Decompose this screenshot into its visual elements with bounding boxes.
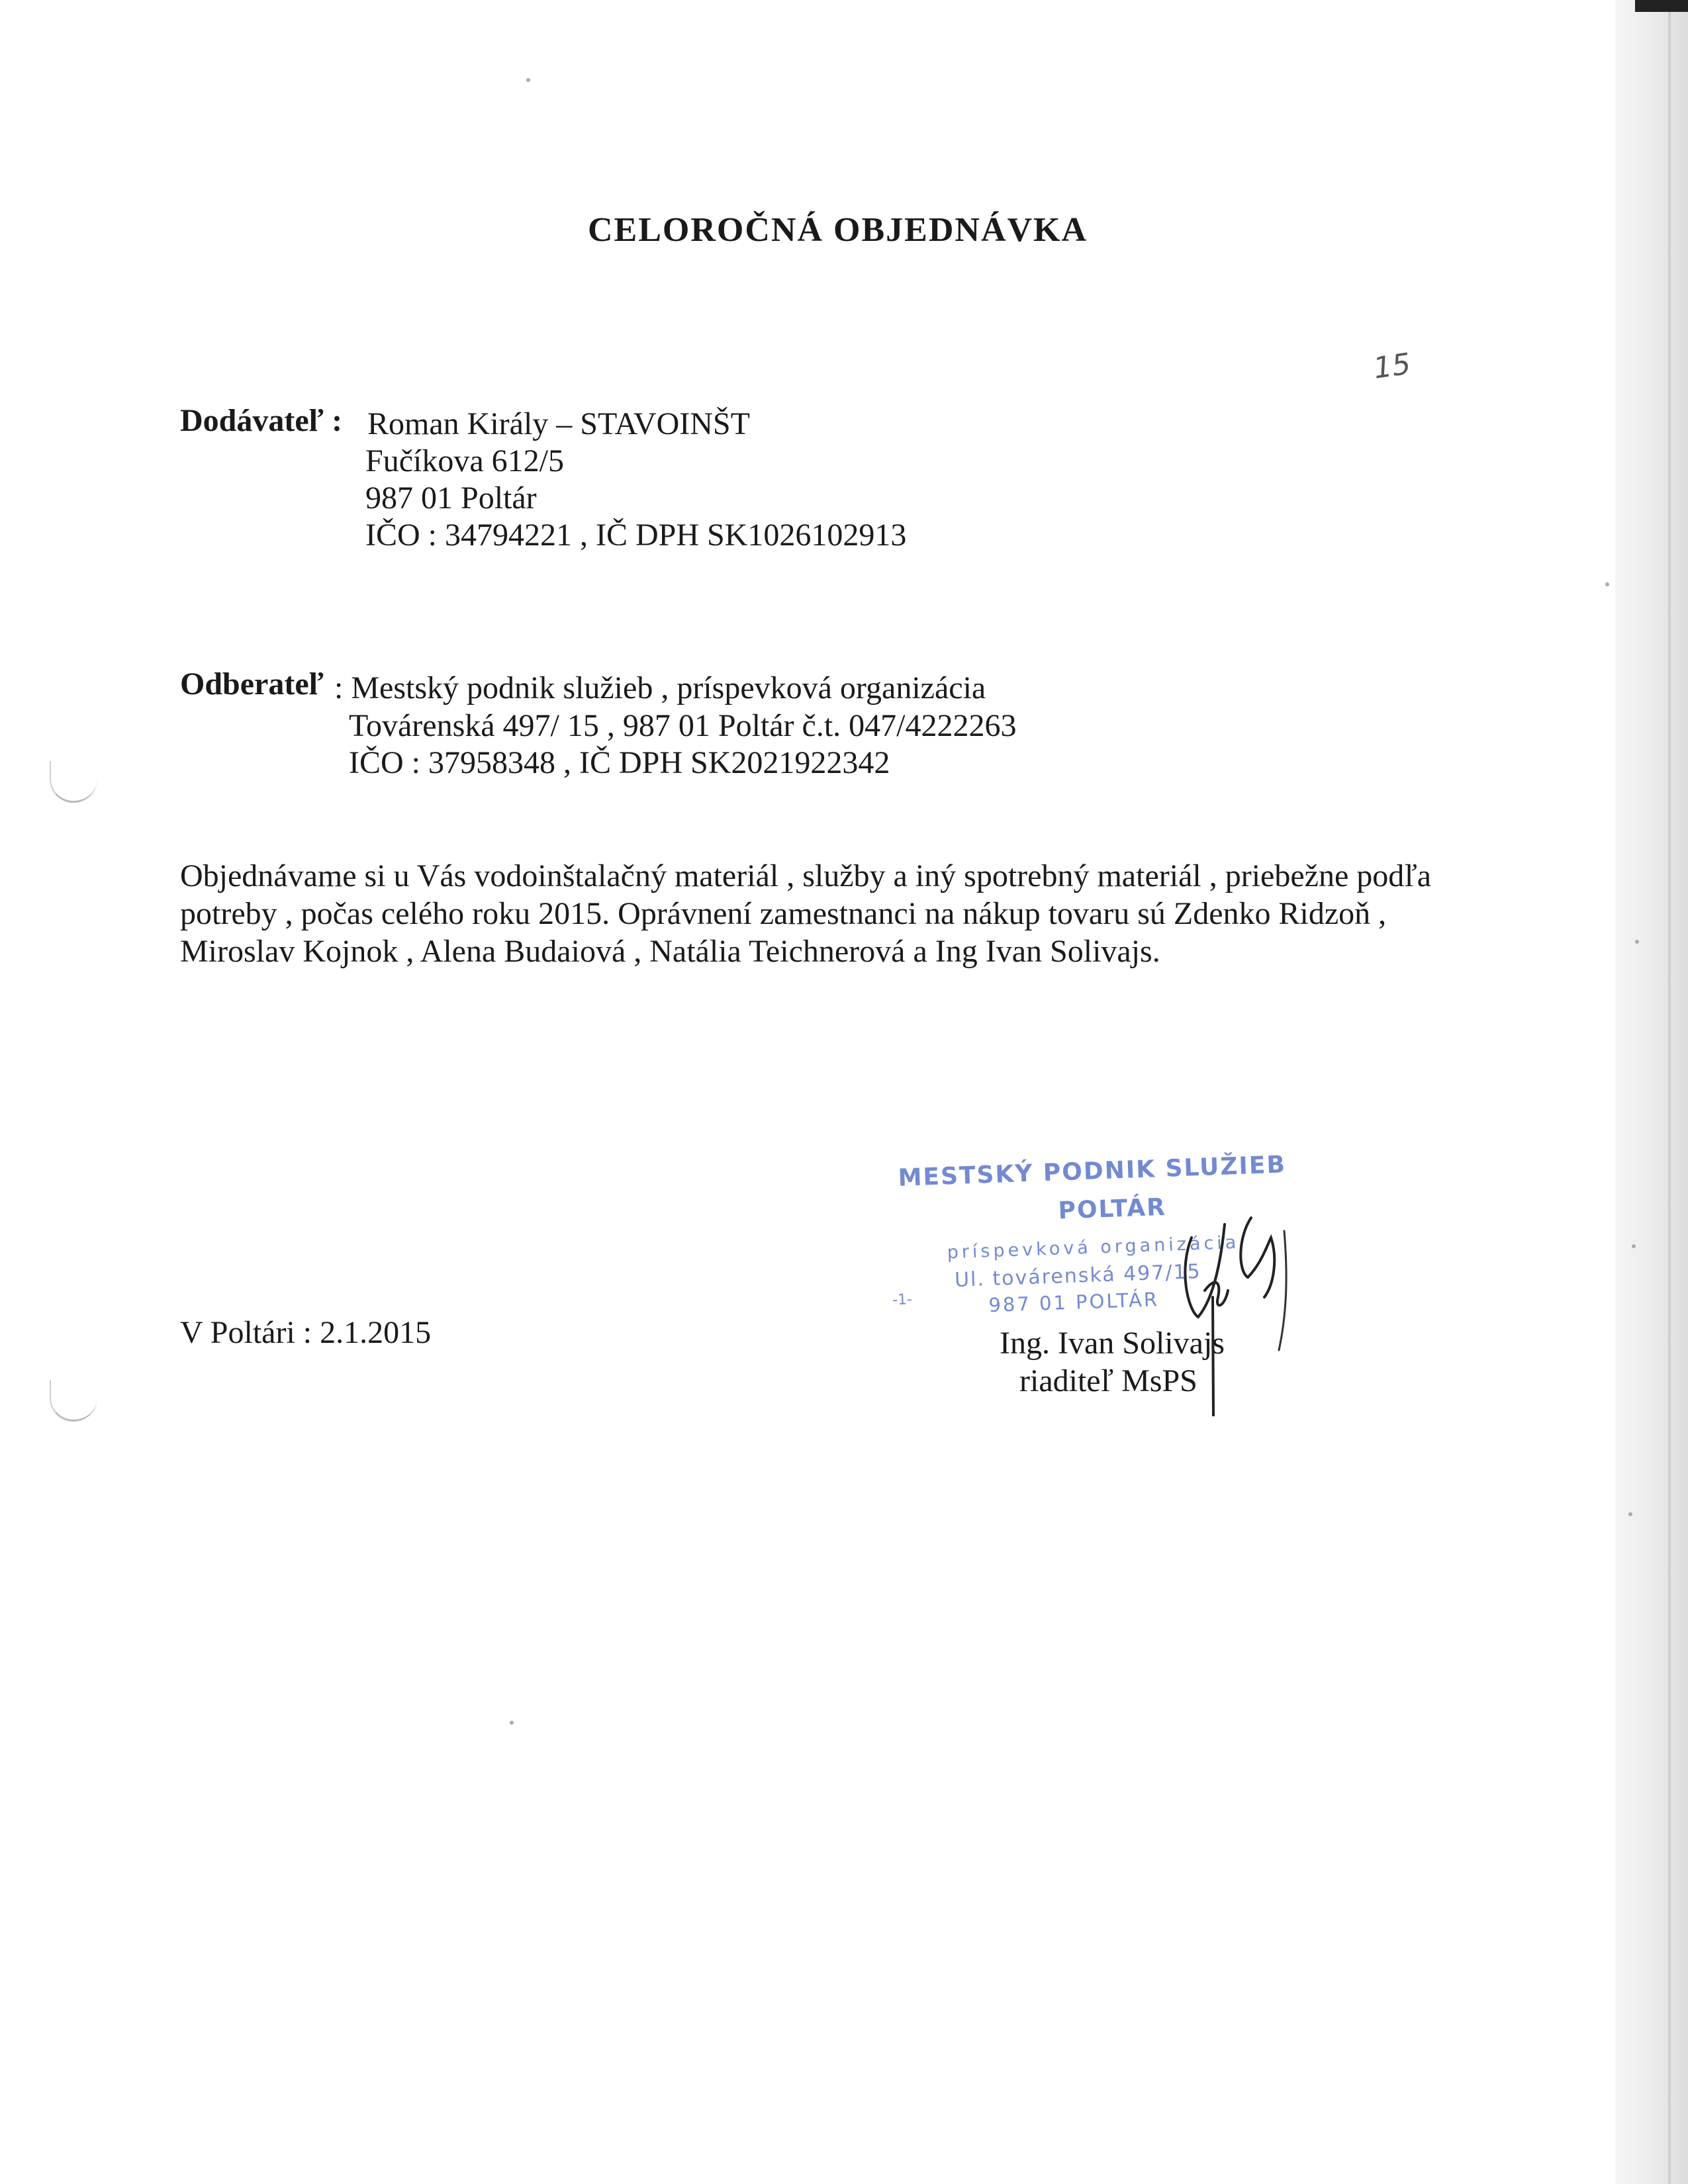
scan-edge-mark <box>1635 0 1688 12</box>
stamp-mark: -1- <box>892 1291 913 1309</box>
handwritten-signature <box>1152 1198 1297 1416</box>
supplier-label: Dodávateľ : <box>180 403 343 438</box>
stamp-line-5: 987 01 POLTÁR <box>988 1288 1160 1317</box>
scan-speck <box>1632 1244 1636 1248</box>
supplier-street: Fučíkova 612/5 <box>365 443 564 478</box>
supplier-name: Roman Király – STAVOINŠT <box>367 406 750 441</box>
body-line-2: potreby , počas celého roku 2015. Oprávnení zamestnanci na nákup tovaru sú Zdenko Ridzoň , <box>180 896 1387 931</box>
customer-label: Odberateľ <box>180 666 324 702</box>
body-line-3: Miroslav Kojnok , Alena Budaiová , Natália Teichnerová a Ing Ivan Solivajs. <box>180 934 1160 969</box>
punch-hole-mark <box>50 761 97 803</box>
place-date: V Poltári : 2.1.2015 <box>180 1315 432 1350</box>
supplier-city: 987 01 Poltár <box>365 480 537 516</box>
customer-ids: IČO : 37958348 , IČ DPH SK2021922342 <box>349 745 890 780</box>
scan-speck <box>1628 1512 1632 1516</box>
punch-hole-mark <box>50 1380 97 1422</box>
document-title: CELOROČNÁ OBJEDNÁVKA <box>588 211 1088 249</box>
customer-name: : Mestský podnik služieb , príspevková organizácia <box>334 670 986 705</box>
signer-title: riaditeľ MsPS <box>1019 1363 1197 1398</box>
scan-speck <box>526 78 530 82</box>
stamp-line-2: POLTÁR <box>1057 1193 1167 1225</box>
scan-speck <box>1605 582 1609 586</box>
stamp-line-4: Ul. továrenská 497/15 <box>954 1259 1202 1292</box>
customer-address: Továrenská 497/ 15 , 987 01 Poltár č.t. 047/4222263 <box>349 708 1017 743</box>
scan-edge <box>1615 0 1688 2184</box>
scan-edge-line <box>1668 0 1671 2184</box>
body-line-1: Objednávame si u Vás vodoinštalačný materiál , služby a iný spotrebný materiál , priebežne podľa <box>180 858 1432 893</box>
stamp-line-1: MESTSKÝ PODNIK SLUŽIEB <box>897 1151 1287 1192</box>
supplier-ids: IČO : 34794221 , IČ DPH SK1026102913 <box>365 518 907 553</box>
handwritten-page-number: 15 <box>1371 347 1413 386</box>
signer-name: Ing. Ivan Solivajs <box>1000 1326 1225 1361</box>
stamp-line-3: príspevková organizácia <box>947 1232 1240 1263</box>
scan-speck <box>1635 940 1639 944</box>
scan-speck <box>510 1721 514 1725</box>
